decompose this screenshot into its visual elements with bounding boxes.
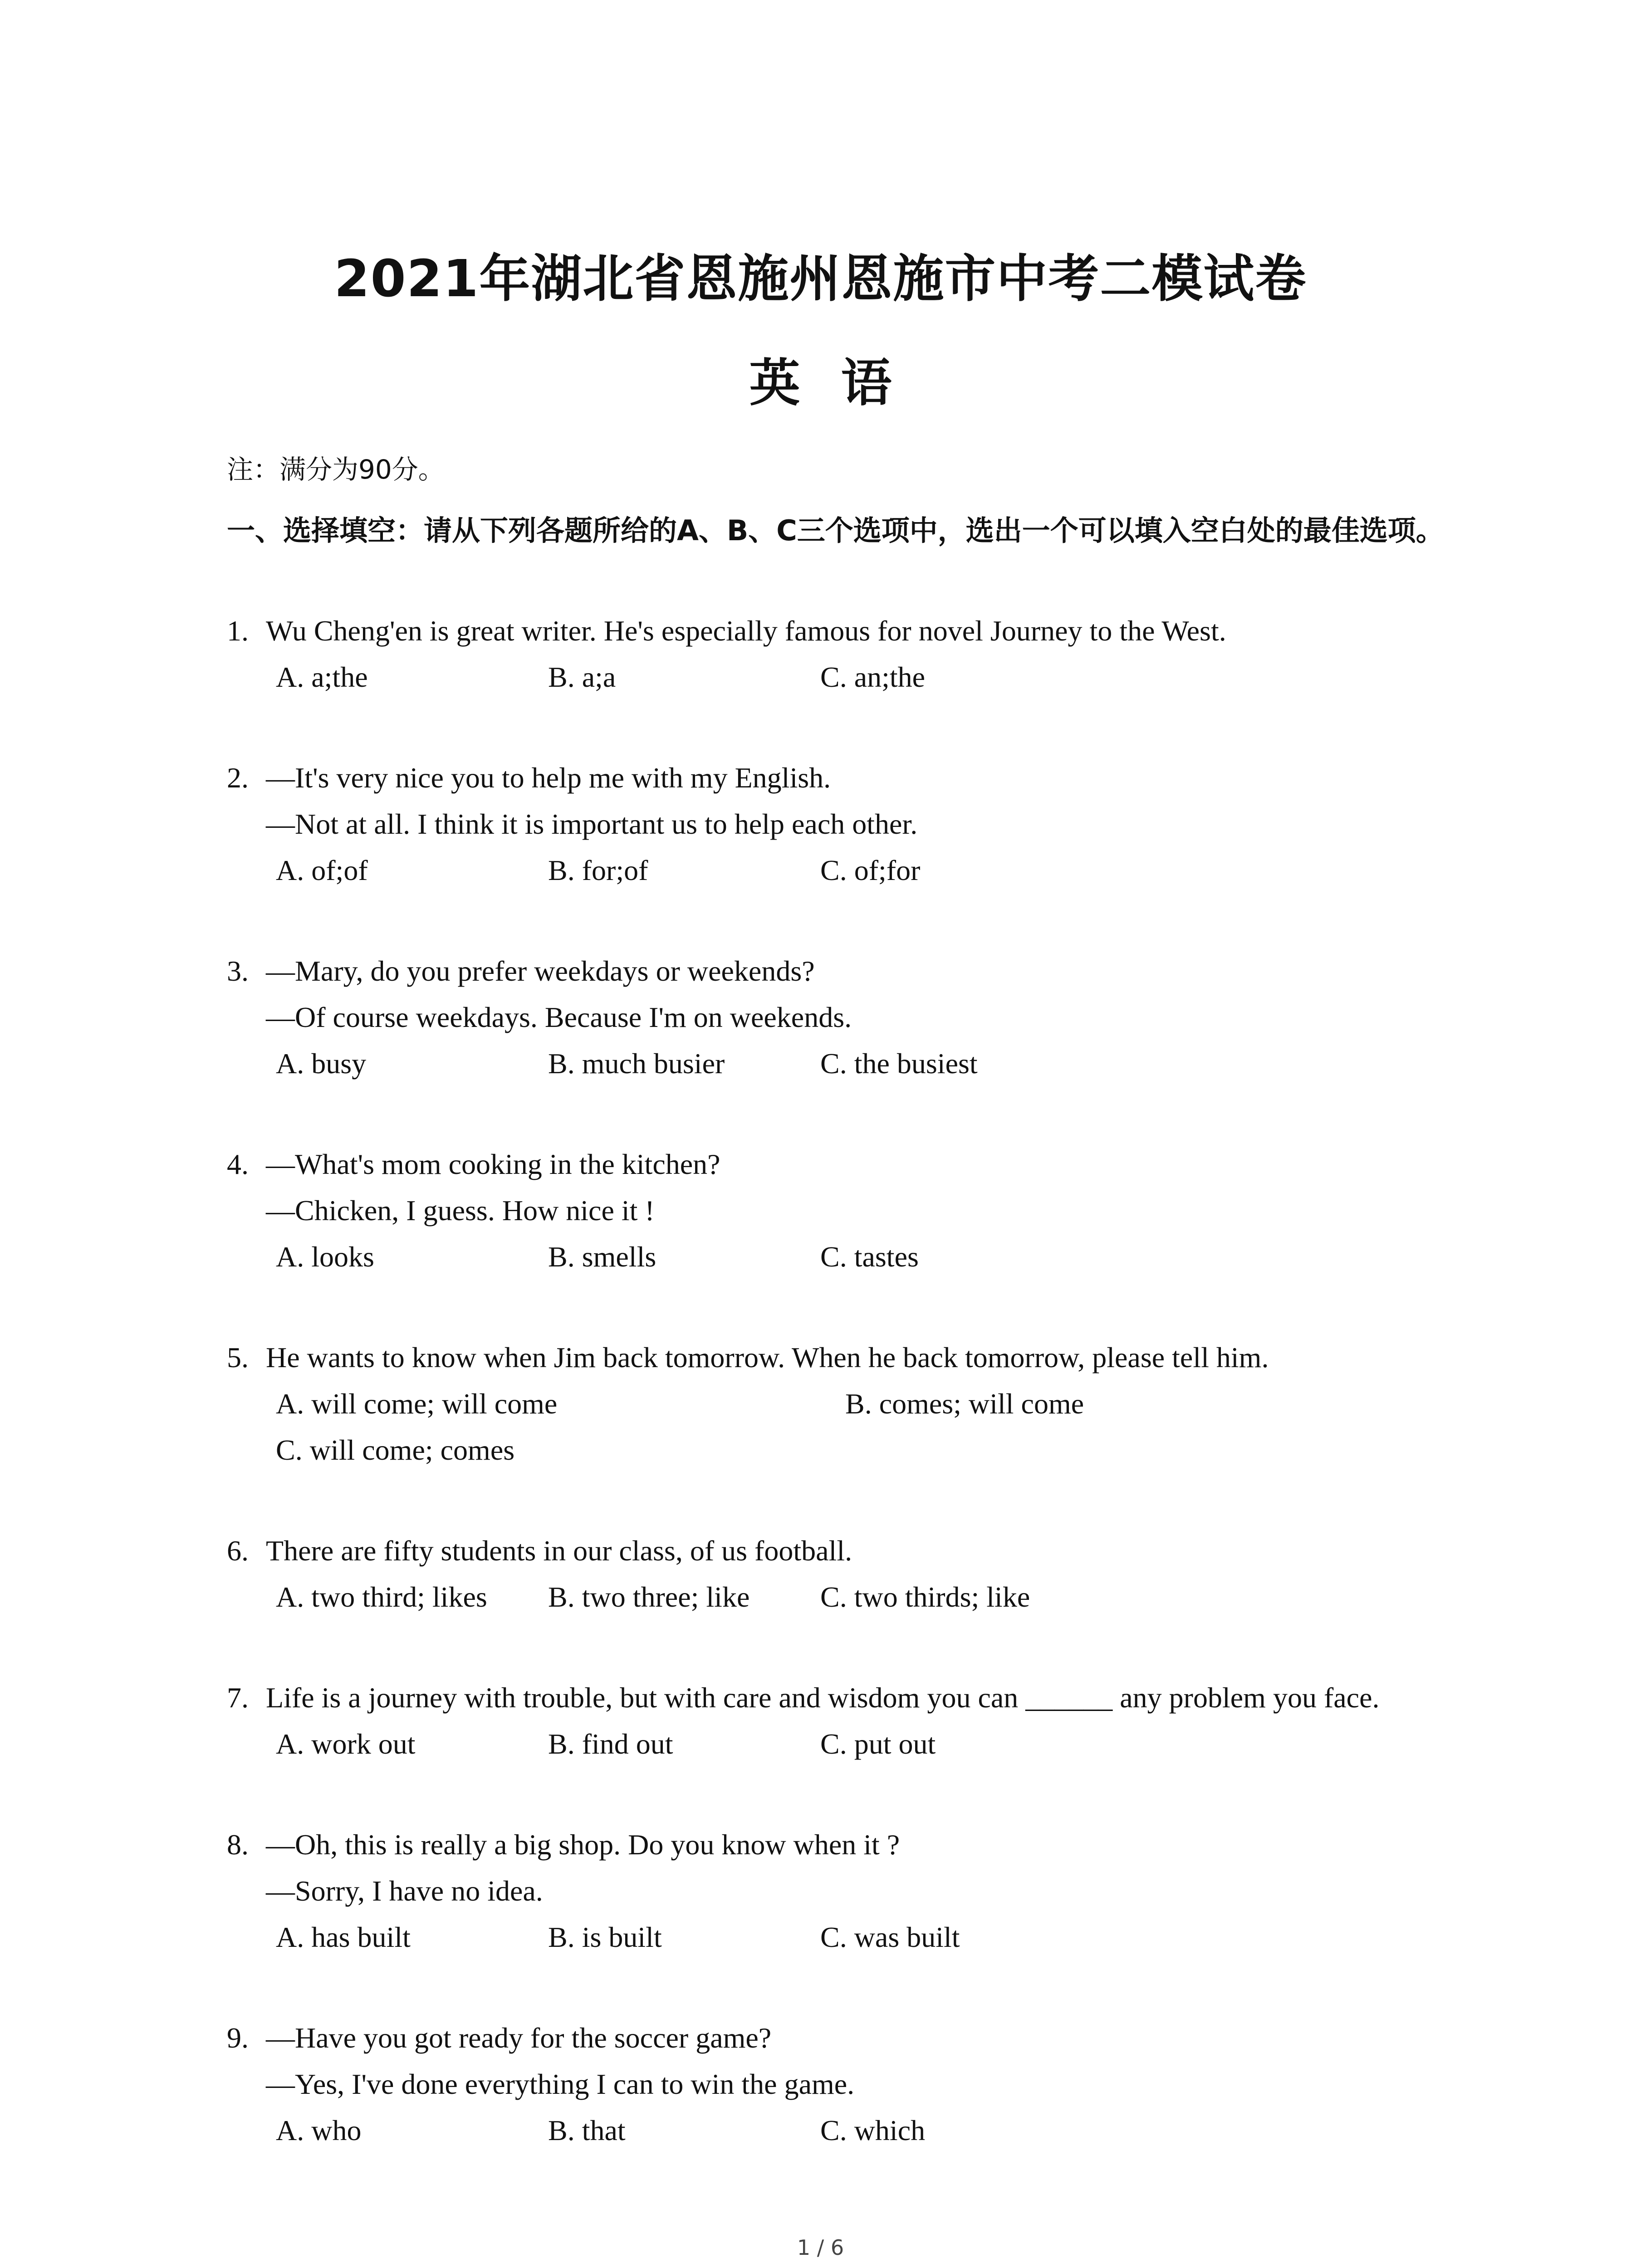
question-text: —Chicken, I guess. How nice it ! [266, 1194, 655, 1227]
answer-options [227, 1721, 1497, 1767]
question-number: 4. [227, 1148, 249, 1180]
answer-option: C. will come; comes [276, 1434, 515, 1466]
answer-option: B. is built [548, 1921, 662, 1953]
question-stem [227, 1334, 1497, 1381]
question-text: He wants to know when Jim back tomorrow. When he back tomorrow, please tell him. [266, 1341, 1269, 1374]
answer-option: A. who [276, 2114, 362, 2146]
question-item [227, 1334, 1497, 1473]
answer-option: B. smells [548, 1241, 656, 1273]
question-stem [227, 608, 1497, 654]
question-text: —Yes, I've done everything I can to win the game. [266, 2068, 855, 2100]
answer-options [227, 1041, 1497, 1087]
score-note: 注：满分为90分。 [227, 454, 445, 485]
question-item [227, 608, 1497, 700]
answer-option: A. looks [276, 1241, 374, 1273]
exam-title: 2021年湖北省恩施州恩施市中考二模试卷 [334, 249, 1307, 308]
answer-options [227, 654, 1497, 700]
answer-options [227, 1914, 1497, 1960]
question-item [227, 1822, 1497, 1960]
question-text: There are fifty students in our class, of us football. [266, 1535, 852, 1567]
question-text: —Sorry, I have no idea. [266, 1875, 543, 1907]
answer-option: C. which [820, 2114, 926, 2146]
question-number: 5. [227, 1341, 249, 1374]
answer-options [227, 1234, 1497, 1280]
question-number: 7. [227, 1681, 249, 1714]
answer-option: A. work out [276, 1728, 416, 1760]
question-text: —Oh, this is really a big shop. Do you know when it ? [266, 1828, 900, 1861]
answer-option: B. two three; like [548, 1581, 750, 1613]
question-text: —Not at all. I think it is important us to help each other. [266, 808, 918, 840]
question-number: 8. [227, 1828, 249, 1861]
answer-option: A. busy [276, 1047, 367, 1080]
answer-option: C. two thirds; like [820, 1581, 1030, 1613]
answer-option: B. much busier [548, 1047, 725, 1080]
answer-options [227, 2107, 1497, 2154]
question-number: 6. [227, 1535, 249, 1567]
answer-option: B. for;of [548, 854, 648, 886]
answer-options [227, 1381, 1497, 1473]
question-stem [227, 2015, 1497, 2061]
question-number: 1. [227, 615, 249, 647]
question-text: —It's very nice you to help me with my English. [266, 762, 831, 794]
question-item [227, 948, 1497, 1087]
page-number: 1 / 6 [797, 2235, 844, 2260]
question-number: 9. [227, 2022, 249, 2054]
answer-option: C. put out [820, 1728, 936, 1760]
answer-option: B. comes; will come [845, 1388, 1084, 1420]
section-heading: 一、选择填空：请从下列各题所给的A、B、C三个选项中，选出一个可以填入空白处的最佳选项。 [227, 514, 1444, 547]
question-list [227, 608, 1497, 2208]
answer-option: C. an;the [820, 661, 926, 693]
question-stem [227, 1141, 1497, 1188]
question-item [227, 1528, 1497, 1620]
answer-options [227, 1574, 1497, 1620]
answer-option: C. of;for [820, 854, 921, 886]
answer-option: B. find out [548, 1728, 673, 1760]
answer-option: C. the busiest [820, 1047, 978, 1080]
question-text: Wu Cheng'en is great writer. He's especially famous for novel Journey to the West. [266, 615, 1226, 647]
answer-option: A. of;of [276, 854, 368, 886]
answer-option: A. has built [276, 1921, 411, 1953]
answer-option: B. that [548, 2114, 626, 2146]
answer-option: B. a;a [548, 661, 616, 693]
answer-option: A. will come; will come [276, 1388, 558, 1420]
subject-title: 英语 [749, 353, 933, 413]
question-stem [227, 948, 1497, 994]
question-text: —Mary, do you prefer weekdays or weekends? [266, 955, 815, 987]
question-stem [227, 1822, 1497, 1868]
question-text: —What's mom cooking in the kitchen? [266, 1148, 720, 1180]
question-stem [227, 755, 1497, 801]
question-stem [227, 1675, 1497, 1721]
question-number: 3. [227, 955, 249, 987]
question-item [227, 1675, 1497, 1767]
question-number: 2. [227, 762, 249, 794]
answer-option: A. a;the [276, 661, 368, 693]
question-text: —Of course weekdays. Because I'm on weekends. [266, 1001, 852, 1033]
question-item [227, 1141, 1497, 1280]
question-text: Life is a journey with trouble, but with care and wisdom you can ______ any problem you face. [266, 1681, 1380, 1714]
answer-options [227, 847, 1497, 894]
question-item [227, 755, 1497, 894]
answer-option: A. two third; likes [276, 1581, 487, 1613]
question-item [227, 2015, 1497, 2154]
question-text: —Have you got ready for the soccer game? [266, 2022, 772, 2054]
answer-option: C. was built [820, 1921, 960, 1953]
answer-option: C. tastes [820, 1241, 919, 1273]
question-stem [227, 1528, 1497, 1574]
